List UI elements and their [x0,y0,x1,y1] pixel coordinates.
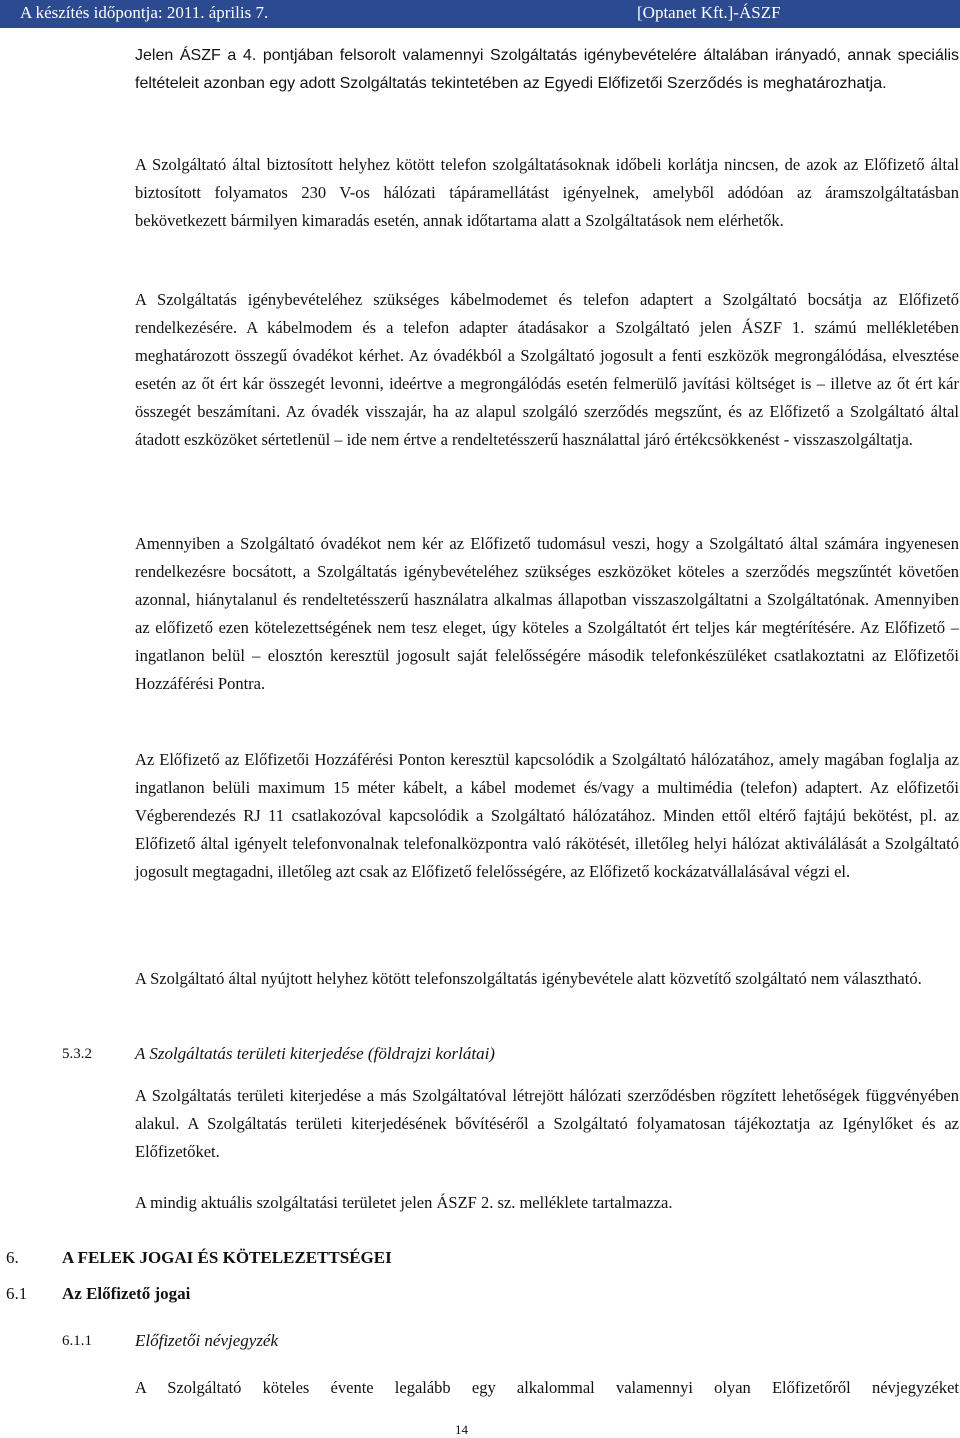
paragraph-directory: A Szolgáltató köteles évente legalább egy alkalommal valamennyi olyan Előfizetőről névjegyzéket [135,1378,959,1397]
paragraph-access-point: Az Előfizető az Előfizetői Hozzáférési Ponton keresztül kapcsolódik a Szolgáltató hálózatához, amely magában foglalja az ingatlanon belüli maximum 15 méter kábelt, a kábel modemet és/vagy a multimédia (telefon) adaptert. Az előfizetői Végberendezés RJ 11 csatlakozóval kapcsolódik a Szolgáltató hálózatához. Minden ettől eltérő fajtájú bekötést, pl. az Előfizető által igényelt telefonvonalnak telefonalközpontra való rákötését, illetőleg helyi hálózat aktiválálását a Szolgáltató jogosult megtagadni, illetőleg azt csak az Előfizető felelősségére, az Előfizető kockázatvállalásával végzi el. [135,750,959,881]
section-6-1-1-title: Előfizetői névjegyzék [135,1331,279,1350]
section-6-1-1-number: 6.1.1 [62,1333,92,1349]
paragraph-time-limit: A Szolgáltató által biztosított helyhez kötött telefon szolgáltatásoknak időbeli korlátja nincsen, de azok az Előfizető által biztosított folyamatos 230 V-os hálózati tápáramellátást igényelnek, amelyből adódóan az áramszolgáltatásban bekövetkezett bármilyen kimaradás esetén, annak időtartama alatt a Szolgáltatások nem elérhetők. [135,155,959,230]
paragraph-carrier-selection: A Szolgáltató által nyújtott helyhez kötött telefonszolgáltatás igénybevétele alatt közvetítő szolgáltató nem választható. [135,969,922,988]
paragraph-scope: Jelen ÁSZF a 4. pontjában felsorolt valamennyi Szolgáltatás igénybevételére általában irányadó, annak speciális feltételeit azonban egy adott Szolgáltatás tekintetében az Egyedi Előfizetői Szerződés is meghatározhatja. [135,47,959,92]
creation-date-label: A készítés időpontja: 2011. április 7. [20,3,269,22]
section-6-1-title: Az Előfizető jogai [62,1284,191,1303]
section-5-3-2-title: A Szolgáltatás területi kiterjedése (földrajzi korlátai) [135,1044,495,1063]
paragraph-no-deposit: Amennyiben a Szolgáltató óvadékot nem kér az Előfizető tudomásul veszi, hogy a Szolgáltató által számára ingyenesen rendelkezésre bocsátott, a Szolgáltatás igénybevételéhez szükséges eszközöket köteles a szerződés megszűntét követően azonnal, hiánytalanul és rendeltetésszerű használatra alkalmas állapotban visszaszolgáltatni a Szolgáltatónak. Amennyiben az előfizető ezen kötelezettségének nem tesz eleget, úgy köteles a Szolgáltatót ért teljes kár megtérítésére. Az Előfizető – ingatlanon belül – elosztón keresztül jogosult saját felelősségére második telefonkészüléket csatlakoztatni az Előfizetői Hozzáférési Pontra. [135,534,959,693]
section-6-title: A FELEK JOGAI ÉS KÖTELEZETTSÉGEI [62,1248,392,1267]
page-number: 14 [455,1422,468,1437]
paragraph-service-area: A mindig aktuális szolgáltatási területet jelen ÁSZF 2. sz. melléklete tartalmazza. [135,1193,673,1212]
paragraph-territorial-extent: A Szolgáltatás területi kiterjedése a más Szolgáltatóval létrejött hálózati szerződésben rögzített lehetőségek függvényében alakul. A Szolgáltatás területi kiterjedésének bővítéséről a Szolgáltató folyamatosan tájékoztatja az Igénylőket és az Előfizetőket. [135,1086,959,1161]
paragraph-deposit: A Szolgáltatás igénybevételéhez szükséges kábelmodemet és telefon adaptert a Szolgáltató bocsátja az Előfizető rendelkezésére. A kábelmodem és a telefon adapter átadásakor a Szolgáltató jelen ÁSZF 1. számú mellékletében meghatározott összegű óvadékot kérhet. Az óvadékból a Szolgáltató jogosult a fenti eszközök megrongálódása, elvesztése esetén az őt ért kár összegét levonni, ideértve a megrongálódás esetén felmerülő javítási költséget is – illetve az őt ért kár összegét beszámítani. Az óvadék visszajár, ha az alapul szolgáló szerződés megszűnt, és az Előfizető a Szolgáltató által átadott eszközöket sértetlenül – ide nem értve a rendeltetésszerű használattal járó értékcsökkenést - visszaszolgáltatja. [135,290,959,449]
section-6-1-number: 6.1 [6,1284,28,1303]
company-document-label: [Optanet Kft.]-ÁSZF [637,3,781,22]
section-6-number: 6. [6,1248,19,1267]
page-header [0,0,960,28]
section-5-3-2-number: 5.3.2 [62,1046,92,1062]
